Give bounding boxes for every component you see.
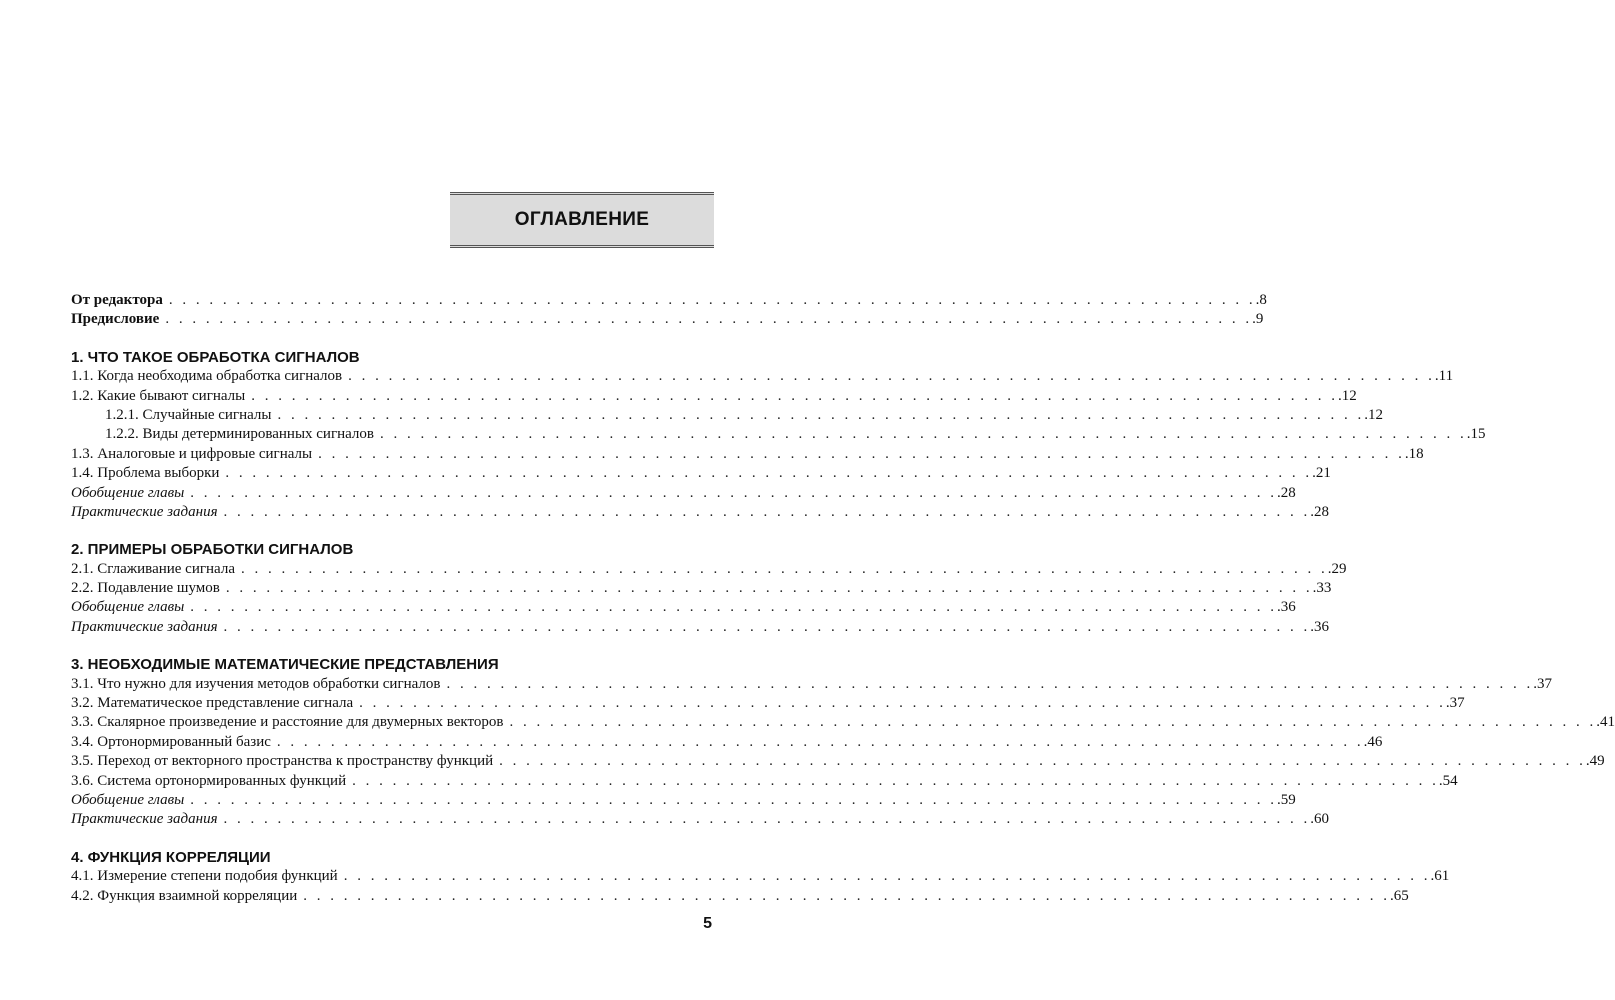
toc-leader: . . . . . . . . . . . . . . . . . . . . . . . . . . . . . . . . . . . . . . . . . . . . . . . . . . . . . . . . . . . . . . . . . . . . . . . . . . . . . . . . .	[223, 811, 1311, 828]
toc-entry-summary[interactable]	[71, 484, 1296, 503]
toc-entry[interactable]	[71, 464, 1331, 483]
toc-leader: . . . . . . . . . . . . . . . . . . . . . . . . . . . . . . . . . . . . . . . . . . . . . . . . . . . . . . . . . . . . . . . . . . . . . . . . . . . . . . . . .	[223, 503, 1311, 520]
toc-entry-title: 1.2. Какие бывают сигналы	[71, 387, 246, 404]
toc-entry-page: .8	[1255, 292, 1267, 308]
chapter-2-heading[interactable]: 2. ПРИМЕРЫ ОБРАБОТКИ СИГНАЛОВ	[71, 541, 354, 559]
toc-entry-page: .36	[1310, 618, 1330, 635]
toc-leader: . . . . . . . . . . . . . . . . . . . . . . . . . . . . . . . . . . . . . . . . . . . . . . . . . . . . . . . . . . . . . . . . . . . . . . . . . . . . . . . . .	[359, 695, 1446, 712]
toc-leader: . . . . . . . . . . . . . . . . . . . . . . . . . . . . . . . . . . . . . . . . . . . . . . . . . . . . . . . . . . . . . . . . . . . . . . . . . . . . . . . . .	[225, 465, 1313, 482]
toc-entry-page: .36	[1277, 599, 1296, 616]
toc-entry[interactable]	[71, 675, 1552, 694]
toc-leader: . . . . . . . . . . . . . . . . . . . . . . . . . . . . . . . . . . . . . . . . . . . . . . . . . . . . . . . . . . . . . . . . . . . . . . . . . . . . . . . . .	[380, 426, 1467, 443]
toc-subentry[interactable]	[71, 406, 1383, 425]
toc-leader: . . . . . . . . . . . . . . . . . . . . . . . . . . . . . . . . . . . . . . . . . . . . . . . . . . . . . . . . . . . . . . . . . . . . . . . . . . . . . . . . .	[225, 580, 1313, 597]
page-number: 5	[703, 915, 712, 932]
toc-entry-title: Предисловие	[71, 311, 160, 328]
toc-entry-title: 1.4. Проблема выборки	[71, 465, 220, 482]
toc-entry[interactable]	[71, 733, 1383, 752]
toc-entry-title: 1.2.2. Виды детерминированных сигналов	[105, 426, 374, 443]
toc-entry-title: 4.1. Измерение степени подобия функций	[71, 868, 338, 885]
toc-entry[interactable]	[71, 752, 1605, 771]
toc-leader: . . . . . . . . . . . . . . . . . . . . . . . . . . . . . . . . . . . . . . . . . . . . . . . . . . . . . . . . . . . . . . . . . . . . . . . . . . . . . . . . .	[499, 753, 1586, 770]
toc-leader: . . . . . . . . . . . . . . . . . . . . . . . . . . . . . . . . . . . . . . . . . . . . . . . . . . . . . . . . . . . . . . . . . . . . . . . . . . . . . . . . .	[343, 868, 1431, 885]
toc-entry-title: 1.1. Когда необходима обработка сигналов	[71, 368, 343, 385]
toc-entry-page: .21	[1312, 465, 1331, 482]
toc-entry[interactable]	[71, 387, 1357, 406]
toc-entry-page: .15	[1466, 426, 1486, 443]
table-of-contents	[71, 291, 1615, 906]
toc-entry-page: .18	[1404, 445, 1424, 462]
toc-entry-page: .37	[1445, 695, 1465, 712]
toc-leader: . . . . . . . . . . . . . . . . . . . . . . . . . . . . . . . . . . . . . . . . . . . . . . . . . . . . . . . . . . . . . . . . . . . . . . . . . . . . . . . . .	[446, 675, 1534, 692]
toc-leader: . . . . . . . . . . . . . . . . . . . . . . . . . . . . . . . . . . . . . . . . . . . . . . . . . . . . . . . . . . . . . . . . . . . . . . . . . . . . . . . . .	[190, 484, 1278, 501]
chapter-4-heading[interactable]: 4. ФУНКЦИЯ КОРРЕЛЯЦИИ	[71, 848, 271, 866]
toc-entry-page: .46	[1363, 733, 1383, 750]
toc-entry-page: .9	[1252, 311, 1264, 328]
toc-entry-page: .54	[1438, 772, 1458, 789]
toc-entry[interactable]	[71, 579, 1332, 598]
toc-entry-page: .60	[1310, 811, 1330, 828]
toc-entry-page: .41	[1596, 714, 1615, 731]
toc-entry-title: 3.2. Математическое представление сигнала	[71, 695, 354, 712]
toc-entry-exercises[interactable]	[71, 503, 1330, 522]
toc-leader: . . . . . . . . . . . . . . . . . . . . . . . . . . . . . . . . . . . . . . . . . . . . . . . . . . . . . . . . . . . . . . . . . . . . . . . . . . . . . . . . .	[352, 772, 1439, 789]
toc-subentry[interactable]	[71, 425, 1486, 444]
toc-entry-title: Практические задания	[71, 811, 218, 828]
toc-leader: . . . . . . . . . . . . . . . . . . . . . . . . . . . . . . . . . . . . . . . . . . . . . . . . . . . . . . . . . . . . . . . . . . . . . . . . . . . . . . . . .	[348, 368, 1435, 385]
toc-heading: ОГЛАВЛЕНИЕ	[514, 209, 650, 230]
toc-entry-title: 4.2. Функция взаимной корреляции	[71, 887, 298, 904]
toc-entry-page: .59	[1277, 791, 1296, 808]
toc-entry-page: .11	[1434, 368, 1454, 385]
toc-entry-preface[interactable]	[71, 310, 1264, 329]
toc-entry-title: 3.3. Скалярное произведение и расстояние для двумерных векторов	[71, 714, 504, 731]
toc-entry-exercises[interactable]	[71, 618, 1330, 637]
toc-entry-page: .12	[1364, 406, 1383, 423]
toc-entry-exercises[interactable]	[71, 810, 1330, 829]
toc-entry-summary[interactable]	[71, 598, 1296, 617]
toc-entry-title: Практические задания	[71, 503, 218, 520]
toc-entry-title: Обобщение главы	[71, 599, 185, 616]
toc-leader: . . . . . . . . . . . . . . . . . . . . . . . . . . . . . . . . . . . . . . . . . . . . . . . . . . . . . . . . . . . . . . . . . . . . . . . . . . . . . . . . .	[165, 311, 1253, 328]
toc-leader: . . . . . . . . . . . . . . . . . . . . . . . . . . . . . . . . . . . . . . . . . . . . . . . . . . . . . . . . . . . . . . . . . . . . . . . . . . . . . . . . .	[240, 560, 1328, 577]
toc-entry-editor[interactable]	[71, 291, 1267, 310]
toc-entry[interactable]	[71, 560, 1347, 579]
toc-entry-title: 3.5. Переход от векторного пространства к пространству функций	[71, 753, 494, 770]
toc-entry-title: Обобщение главы	[71, 791, 185, 808]
toc-entry-title: От редактора	[71, 292, 163, 308]
toc-entry-page: .65	[1390, 887, 1409, 904]
toc-leader: . . . . . . . . . . . . . . . . . . . . . . . . . . . . . . . . . . . . . . . . . . . . . . . . . . . . . . . . . . . . . . . . . . . . . . . . . . . . . . . . .	[303, 887, 1391, 904]
toc-entry-title: 1.2.1. Случайные сигналы	[105, 406, 272, 423]
toc-entry-page: .49	[1585, 753, 1605, 770]
toc-leader: . . . . . . . . . . . . . . . . . . . . . . . . . . . . . . . . . . . . . . . . . . . . . . . . . . . . . . . . . . . . . . . . . . . . . . . . . . . . . . . . .	[168, 292, 1256, 308]
toc-entry-page: .33	[1312, 580, 1332, 597]
toc-leader: . . . . . . . . . . . . . . . . . . . . . . . . . . . . . . . . . . . . . . . . . . . . . . . . . . . . . . . . . . . . . . . . . . . . . . . . . . . . . . . . .	[190, 599, 1278, 616]
toc-entry-page: .61	[1430, 868, 1450, 885]
toc-leader: . . . . . . . . . . . . . . . . . . . . . . . . . . . . . . . . . . . . . . . . . . . . . . . . . . . . . . . . . . . . . . . . . . . . . . . . . . . . . . . . .	[318, 445, 1405, 462]
toc-entry-page: .28	[1310, 503, 1330, 520]
toc-entry-title: 3.4. Ортонормированный базис	[71, 733, 271, 750]
toc-entry-title: 1.3. Аналоговые и цифровые сигналы	[71, 445, 313, 462]
toc-entry[interactable]	[71, 772, 1458, 791]
toc-leader: . . . . . . . . . . . . . . . . . . . . . . . . . . . . . . . . . . . . . . . . . . . . . . . . . . . . . . . . . . . . . . . . . . . . . . . . . . . . . . . . .	[190, 791, 1278, 808]
toc-entry-summary[interactable]	[71, 791, 1296, 810]
toc-entry-page: .37	[1533, 675, 1552, 692]
toc-entry[interactable]	[71, 887, 1409, 906]
toc-leader: . . . . . . . . . . . . . . . . . . . . . . . . . . . . . . . . . . . . . . . . . . . . . . . . . . . . . . . . . . . . . . . . . . . . . . . . . . . . . . . . .	[251, 387, 1338, 404]
toc-entry-title: 2.1. Сглаживание сигнала	[71, 560, 235, 577]
chapter-3-heading[interactable]: 3. НЕОБХОДИМЫЕ МАТЕМАТИЧЕСКИЕ ПРЕДСТАВЛЕНИЯ	[71, 656, 499, 674]
toc-entry-title: Практические задания	[71, 618, 218, 635]
toc-entry[interactable]	[71, 713, 1615, 732]
toc-heading-box	[450, 192, 714, 248]
toc-entry[interactable]	[71, 445, 1424, 464]
toc-leader: . . . . . . . . . . . . . . . . . . . . . . . . . . . . . . . . . . . . . . . . . . . . . . . . . . . . . . . . . . . . . . . . . . . . . . . . . . . . . . . . .	[277, 406, 1365, 423]
toc-leader: . . . . . . . . . . . . . . . . . . . . . . . . . . . . . . . . . . . . . . . . . . . . . . . . . . . . . . . . . . . . . . . . . . . . . . . . . . . . . . . . .	[509, 714, 1597, 731]
chapter-1-heading[interactable]: 1. ЧТО ТАКОЕ ОБРАБОТКА СИГНАЛОВ	[71, 348, 360, 366]
toc-entry[interactable]	[71, 867, 1450, 886]
toc-entry-title: 2.2. Подавление шумов	[71, 580, 220, 597]
toc-leader: . . . . . . . . . . . . . . . . . . . . . . . . . . . . . . . . . . . . . . . . . . . . . . . . . . . . . . . . . . . . . . . . . . . . . . . . . . . . . . . . .	[223, 618, 1311, 635]
toc-entry-title: 3.1. Что нужно для изучения методов обработки сигналов	[71, 675, 441, 692]
toc-entry-page: .28	[1277, 484, 1296, 501]
toc-entry-title: Обобщение главы	[71, 484, 185, 501]
toc-entry-page: .12	[1337, 387, 1357, 404]
toc-entry[interactable]	[71, 367, 1454, 386]
toc-entry-page: .29	[1327, 560, 1347, 577]
toc-entry[interactable]	[71, 694, 1465, 713]
toc-entry-title: 3.6. Система ортонормированных функций	[71, 772, 347, 789]
toc-leader: . . . . . . . . . . . . . . . . . . . . . . . . . . . . . . . . . . . . . . . . . . . . . . . . . . . . . . . . . . . . . . . . . . . . . . . . . . . . . . . . .	[276, 733, 1364, 750]
